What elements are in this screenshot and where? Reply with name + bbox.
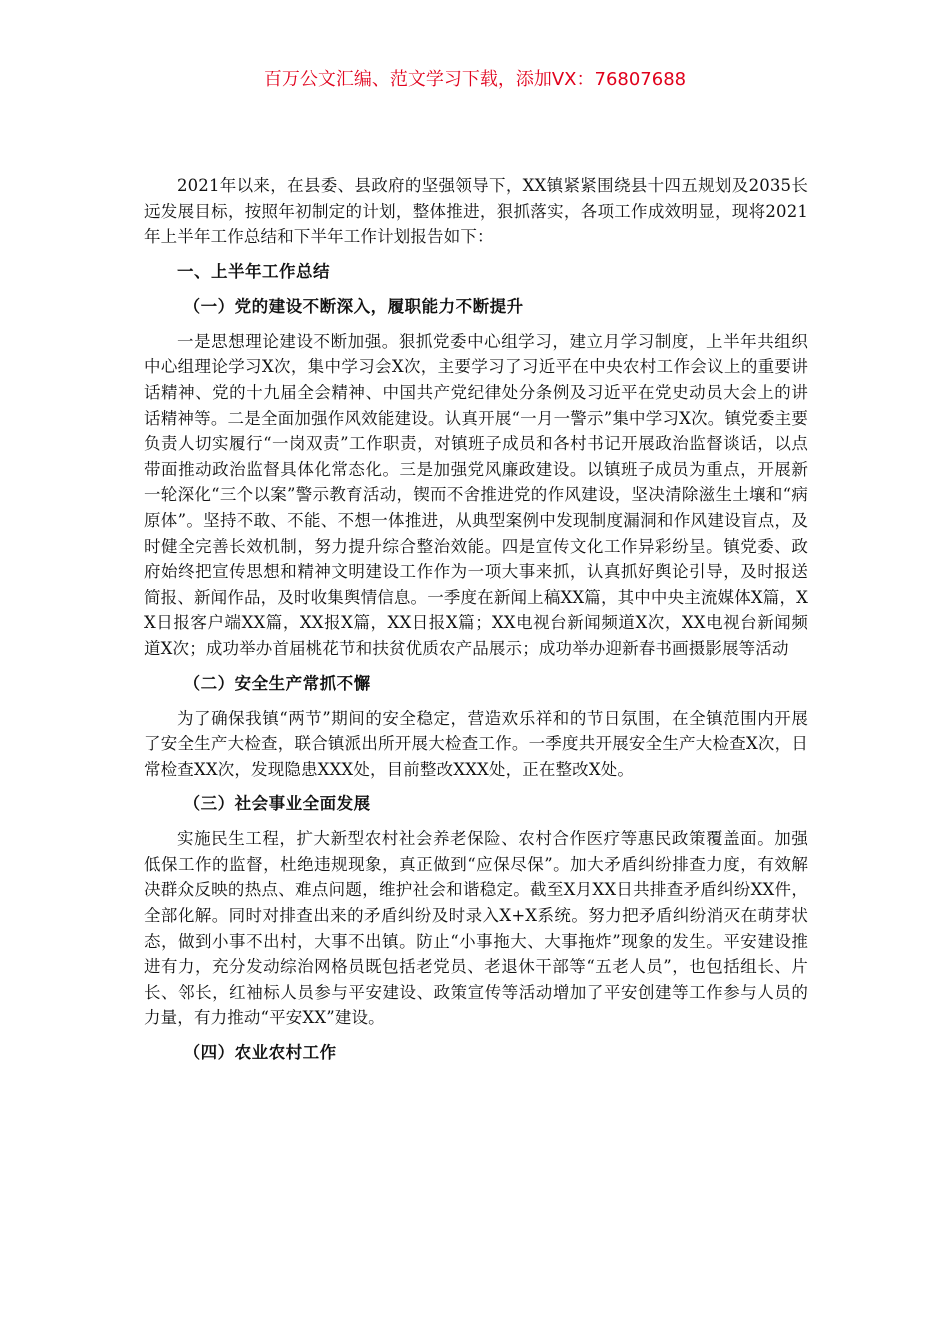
safety-paragraph: 为了确保我镇“两节”期间的安全稳定，营造欢乐祥和的节日氛围，在全镇范围内开展了安全生产大检查，联合镇派出所开展大检查工作。一季度共开展安全生产大检查X次，日常检查XX次，发现隐患XXX处，目前整改XXX处，正在整改X处。 bbox=[144, 708, 808, 779]
header-banner: 百万公文汇编、范文学习下载，添加VX：76807688 bbox=[263, 69, 687, 90]
document-body bbox=[144, 173, 808, 1075]
subsection-heading-social: （三）社会事业全面发展 bbox=[183, 794, 371, 814]
subsection-heading-safety: （二）安全生产常抓不懈 bbox=[183, 673, 371, 693]
social-paragraph: 实施民生工程，扩大新型农村社会养老保险、农村合作医疗等惠民政策覆盖面。加强低保工作的监督，杜绝违规现象，真正做到“应保尽保”。加大矛盾纠纷排查力度，有效解决群众反映的热点、难点问题，维护社会和谐稳定。截至X月XX日共排查矛盾纠纷XX件，全部化解。同时对排查出来的矛盾纠纷及时录入X+X系统。努力把矛盾纠纷消灭在萌芽状态，做到小事不出村，大事不出镇。防止“小事拖大、大事拖炸”现象的发生。平安建设推进有力，充分发动综治网格员既包括老党员、老退休干部等“五老人员”，也包括组长、片长、邻长，红袖标人员参与平安建设、政策宣传等活动增加了平安创建等工作参与人员的力量，有力推动“平安XX”建设。 bbox=[144, 829, 808, 1028]
subsection-heading-agriculture: （四）农业农村工作 bbox=[183, 1043, 337, 1063]
intro-paragraph: 2021年以来，在县委、县政府的坚强领导下，XX镇紧紧围绕县十四五规划及2035长远发展目标，按照年初制定的计划，整体推进，狠抓落实，各项工作成效明显，现将2021年上半年工作总结和下半年工作计划报告如下： bbox=[144, 176, 808, 247]
subsection-heading-party-building: （一）党的建设不断深入，履职能力不断提升 bbox=[183, 296, 524, 316]
section-heading-summary: 一、上半年工作总结 bbox=[177, 261, 330, 281]
party-building-paragraph: 一是思想理论建设不断加强。狠抓党委中心组学习，建立月学习制度，上半年共组织中心组理论学习X次，集中学习会X次，主要学习了习近平在中央农村工作会议上的重要讲话精神、党的十九届全会精神、中国共产党纪律处分条例及习近平在党史动员大会上的讲话精神等。二是全面加强作风效能建设。认真开展“一月一警示”集中学习X次。镇党委主要负责人切实履行“一岗双责”工作职责，对镇班子成员和各村书记开展政治监督谈话，以点带面推动政治监督具体化常态化。三是加强党风廉政建设。以镇班子成员为重点，开展新一轮深化“三个以案”警示教育活动，锲而不舍推进党的作风建设，坚决清除滋生土壤和“病原体”。坚持不敢、不能、不想一体推进，从典型案例中发现制度漏洞和作风建设盲点，及时健全完善长效机制，努力提升综合整治效能。四是宣传文化工作异彩纷呈。镇党委、政府始终把宣传思想和精神文明建设工作作为一项大事来抓，认真抓好舆论引导，及时报送简报、新闻作品，及时收集舆情信息。一季度在新闻上稿XX篇，其中中央主流媒体X篇，XX日报客户端XX篇，XX报X篇，XX日报X篇；XX电视台新闻频道X次，XX电视台新闻频道X次；成功举办首届桃花节和扶贫优质农产品展示；成功举办迎新春书画摄影展等活动 bbox=[144, 331, 808, 658]
